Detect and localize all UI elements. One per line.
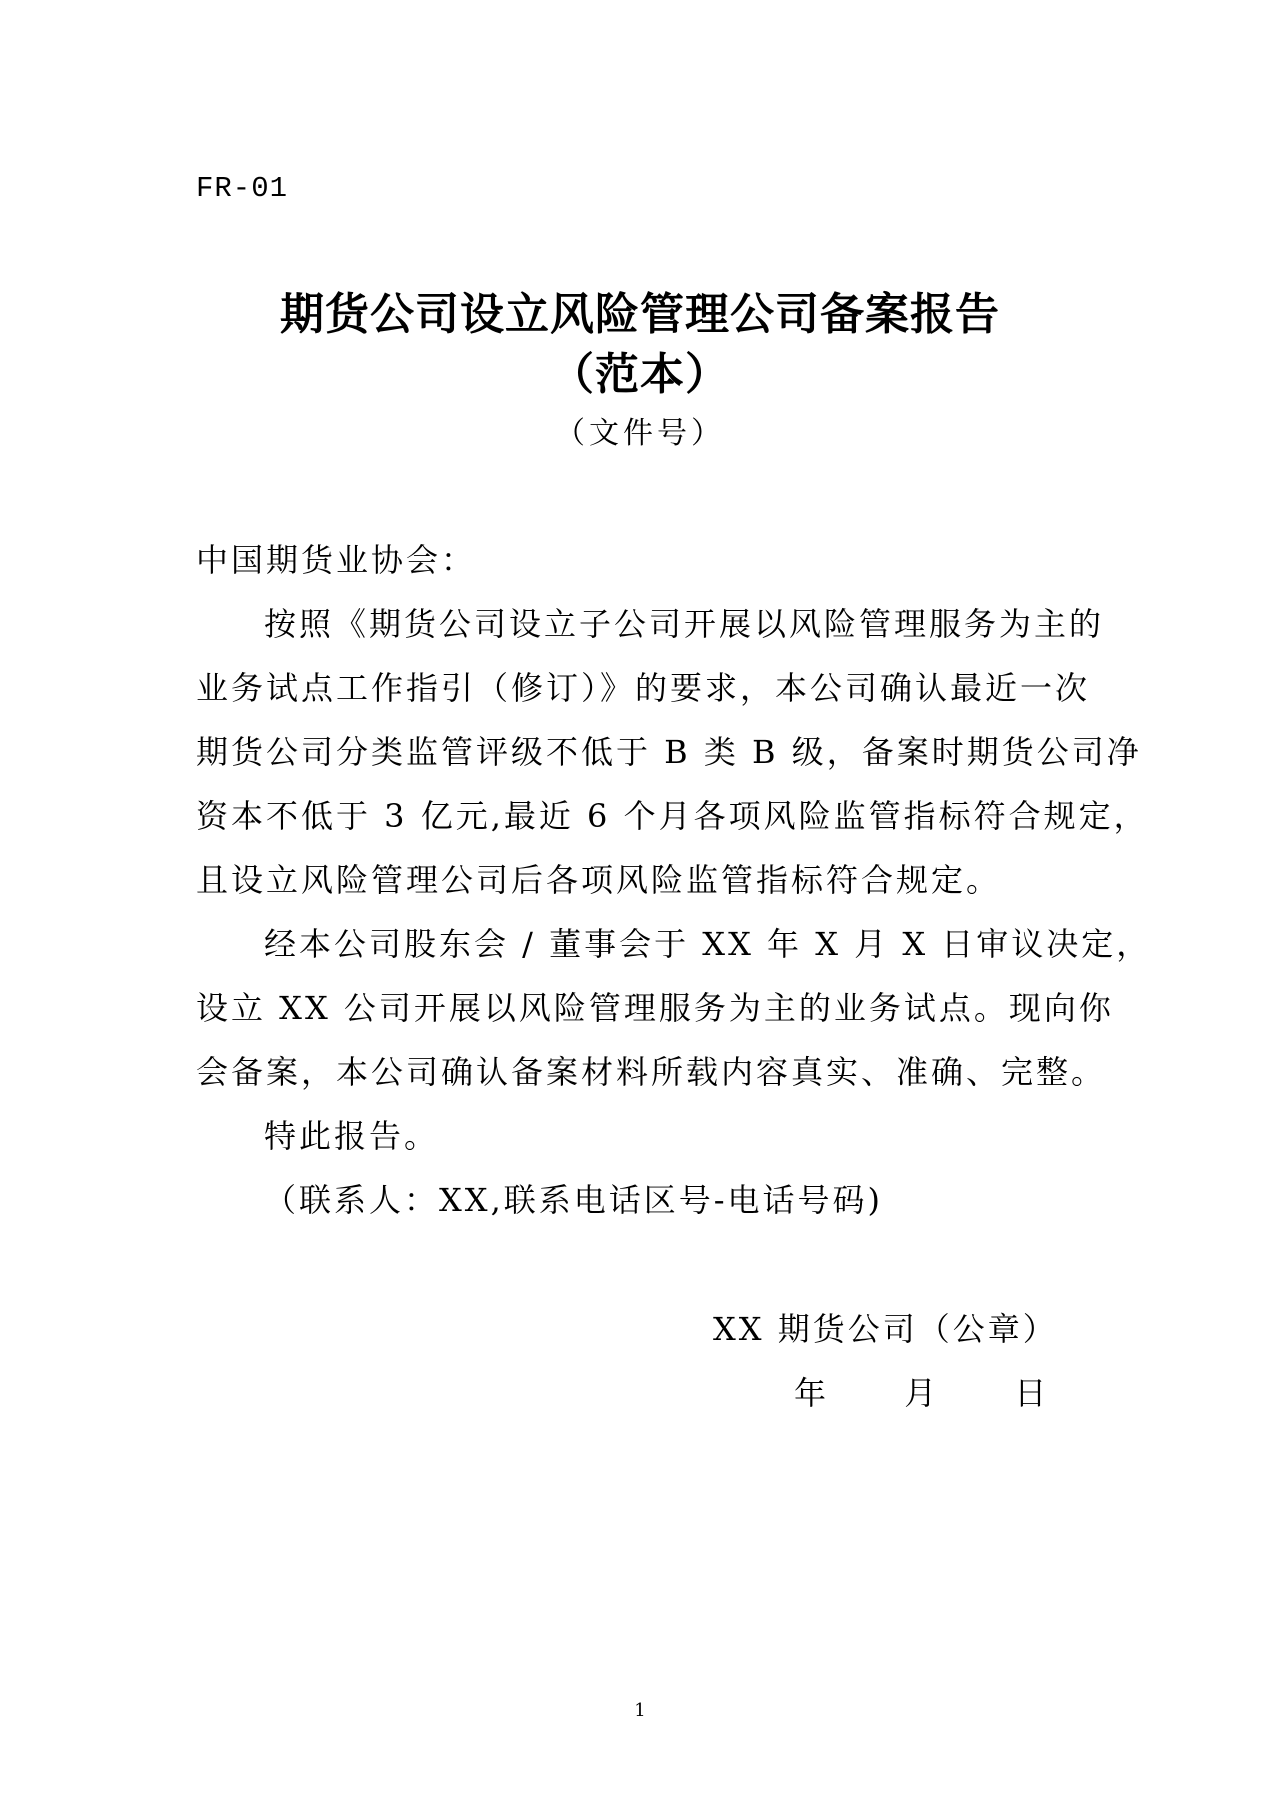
date-month-label: 月: [904, 1374, 937, 1412]
document-body: [196, 528, 1152, 1232]
document-number: （文件号）: [555, 416, 725, 451]
signature-date: [794, 1368, 1046, 1414]
contact-info: （联系人：XX,联系电话区号-电话号码): [264, 1181, 884, 1219]
paragraph-1-line: 业务试点工作指引（修订）》的要求，本公司确认最近一次: [196, 669, 1091, 707]
document-title: 期货公司设立风险管理公司备案报告: [280, 289, 1000, 340]
paragraph-1-line: 期货公司分类监管评级不低于 B 类 B 级，备案时期货公司净: [196, 733, 1142, 771]
paragraph-1-line: 资本不低于 3 亿元,最近 6 个月各项风险监管指标符合规定，: [196, 797, 1149, 835]
paragraph-2-line: 经本公司股东会 / 董事会于 XX 年 X 月 X 日审议决定，: [264, 925, 1152, 963]
document-subtitle: （范本）: [550, 349, 730, 400]
page-number: 1: [634, 1700, 646, 1721]
form-code: FR-01: [196, 172, 289, 205]
paragraph-1-line: 且设立风险管理公司后各项风险监管指标符合规定。: [196, 861, 1002, 899]
date-year-label: 年: [794, 1374, 827, 1412]
company-signature: XX 期货公司（公章）: [713, 1310, 1058, 1348]
paragraph-2-line: 会备案，本公司确认备案材料所载内容真实、准确、完整。: [196, 1053, 1107, 1091]
paragraph-2-line: 设立 XX 公司开展以风险管理服务为主的业务试点。现向你: [196, 989, 1114, 1027]
date-day-label: 日: [1014, 1374, 1047, 1412]
paragraph-1-line: 按照《期货公司设立子公司开展以风险管理服务为主的: [264, 605, 1105, 643]
addressee: 中国期货业协会：: [196, 541, 477, 579]
closing-statement: 特此报告。: [264, 1117, 440, 1155]
